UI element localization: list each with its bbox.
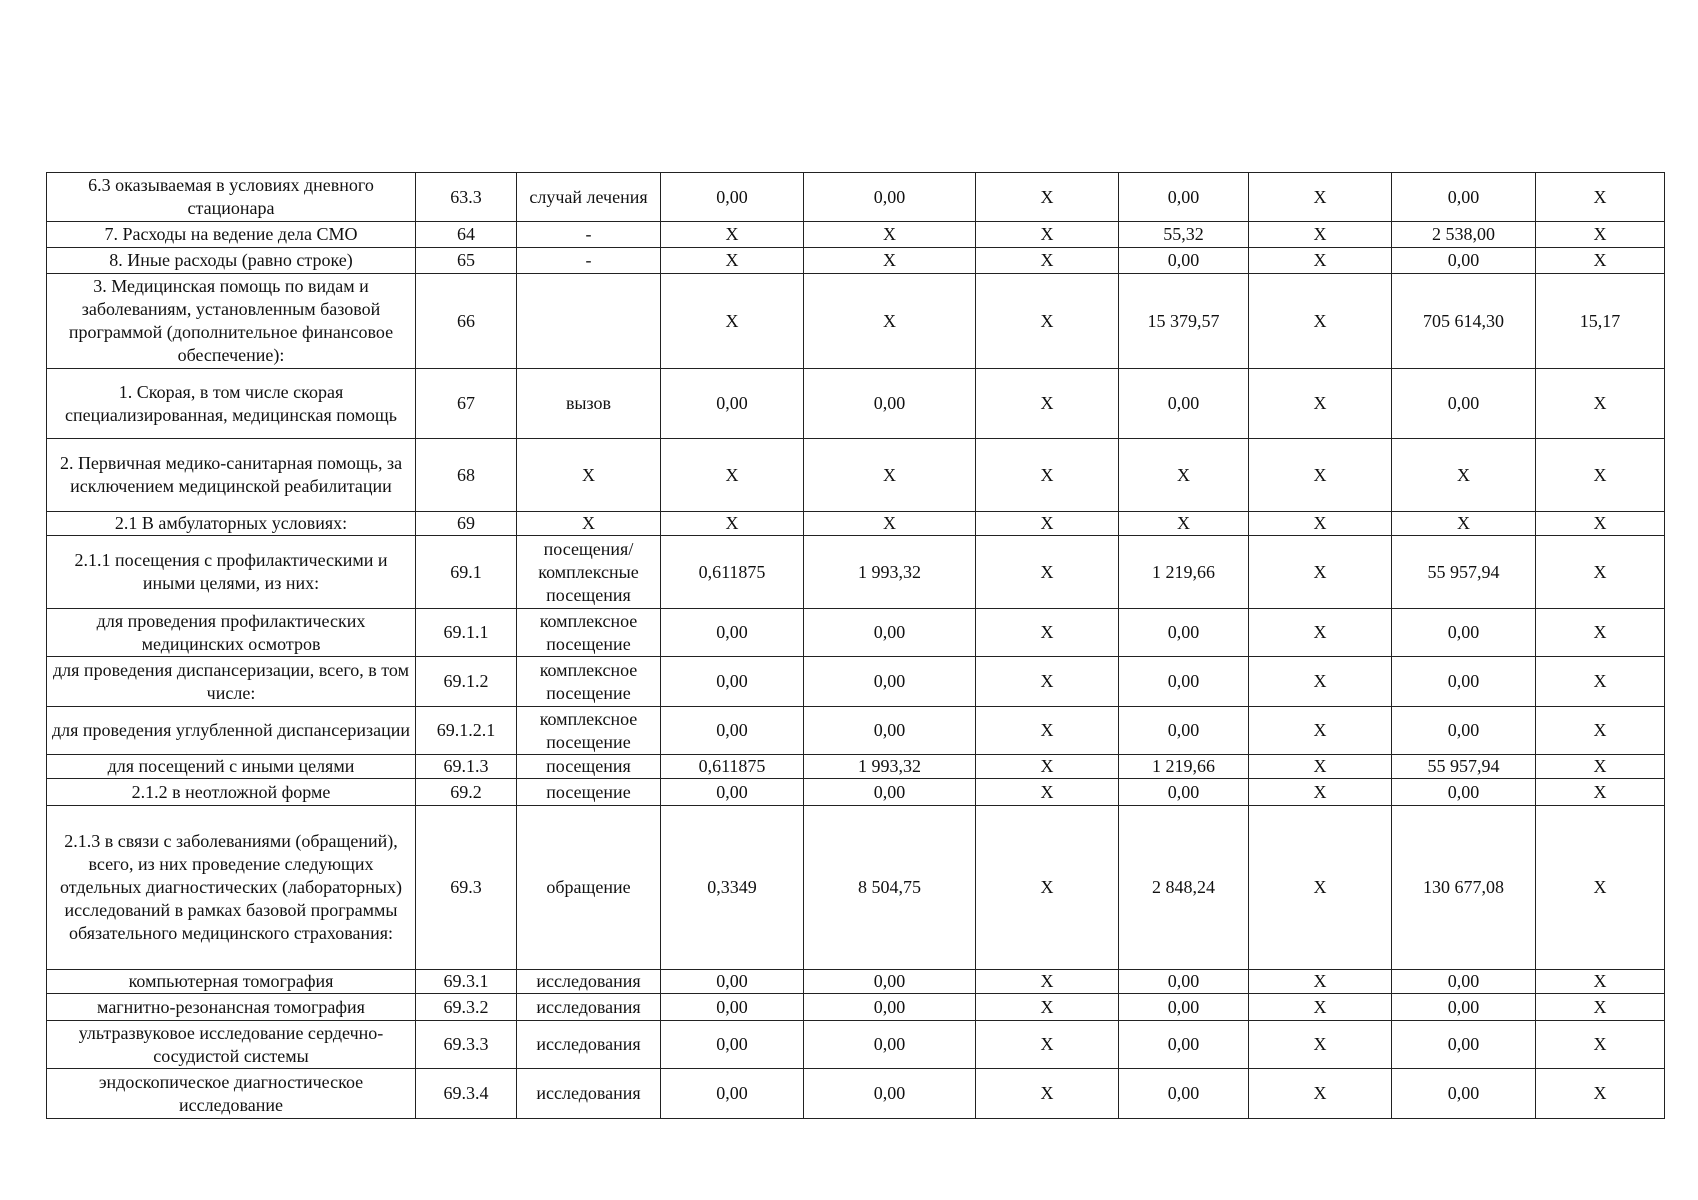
col6-cell: X [976, 512, 1119, 536]
unit-cell: вызов [517, 369, 661, 439]
col10-cell: X [1536, 707, 1665, 755]
unit-cell: случай лечения [517, 173, 661, 222]
col9-cell: 0,00 [1392, 1069, 1536, 1119]
row-code-cell: 69.3.2 [416, 994, 517, 1021]
row-code-cell: 69.1.3 [416, 755, 517, 779]
col10-cell: X [1536, 657, 1665, 707]
col7-cell: 0,00 [1119, 1069, 1249, 1119]
col9-cell: 0,00 [1392, 369, 1536, 439]
cost-cell: 0,00 [804, 970, 976, 994]
col8-cell: X [1249, 536, 1392, 609]
row-name-cell: для проведения углубленной диспансеризации [47, 707, 416, 755]
volume-cell: 0,00 [661, 173, 804, 222]
col7-cell: X [1119, 512, 1249, 536]
col8-cell: X [1249, 274, 1392, 369]
cost-cell: 0,00 [804, 779, 976, 806]
col9-cell: 130 677,08 [1392, 806, 1536, 970]
cost-cell: 0,00 [804, 609, 976, 657]
col6-cell: X [976, 369, 1119, 439]
unit-cell: - [517, 248, 661, 274]
col9-cell: 0,00 [1392, 1021, 1536, 1069]
col9-cell: 0,00 [1392, 779, 1536, 806]
row-code-cell: 69.2 [416, 779, 517, 806]
col7-cell: 0,00 [1119, 707, 1249, 755]
col7-cell: 0,00 [1119, 779, 1249, 806]
table-row [47, 274, 1665, 369]
col7-cell: 0,00 [1119, 609, 1249, 657]
col10-cell: X [1536, 536, 1665, 609]
col10-cell: X [1536, 806, 1665, 970]
col7-cell: 0,00 [1119, 248, 1249, 274]
row-code-cell: 65 [416, 248, 517, 274]
col8-cell: X [1249, 657, 1392, 707]
col9-cell: 55 957,94 [1392, 755, 1536, 779]
volume-cell: 0,611875 [661, 536, 804, 609]
volume-cell: X [661, 512, 804, 536]
col7-cell: 0,00 [1119, 369, 1249, 439]
table-row [47, 806, 1665, 970]
table-row [47, 657, 1665, 707]
volume-cell: 0,00 [661, 970, 804, 994]
row-code-cell: 68 [416, 439, 517, 512]
cost-cell: X [804, 222, 976, 248]
col7-cell: 1 219,66 [1119, 755, 1249, 779]
col10-cell: X [1536, 755, 1665, 779]
col7-cell: 55,32 [1119, 222, 1249, 248]
col10-cell: 15,17 [1536, 274, 1665, 369]
unit-cell: посещения/ комплексные посещения [517, 536, 661, 609]
table-body [47, 173, 1665, 1119]
row-name-cell: эндоскопическое диагностическое исследование [47, 1069, 416, 1119]
col10-cell: X [1536, 1069, 1665, 1119]
volume-cell: 0,3349 [661, 806, 804, 970]
unit-cell [517, 274, 661, 369]
row-name-cell: компьютерная томография [47, 970, 416, 994]
table-row [47, 994, 1665, 1021]
col6-cell: X [976, 806, 1119, 970]
col10-cell: X [1536, 779, 1665, 806]
table-row [47, 707, 1665, 755]
cost-cell: 0,00 [804, 173, 976, 222]
col8-cell: X [1249, 369, 1392, 439]
row-name-cell: для посещений с иными целями [47, 755, 416, 779]
cost-cell: 0,00 [804, 369, 976, 439]
col8-cell: X [1249, 707, 1392, 755]
col7-cell: 2 848,24 [1119, 806, 1249, 970]
unit-cell: исследования [517, 1021, 661, 1069]
cost-cell: 0,00 [804, 1069, 976, 1119]
volume-cell: 0,00 [661, 707, 804, 755]
unit-cell: комплексное посещение [517, 609, 661, 657]
row-code-cell: 66 [416, 274, 517, 369]
row-name-cell: 1. Скорая, в том числе скорая специализированная, медицинская помощь [47, 369, 416, 439]
cost-cell: X [804, 512, 976, 536]
unit-cell: исследования [517, 994, 661, 1021]
volume-cell: 0,00 [661, 1069, 804, 1119]
row-code-cell: 69.3.1 [416, 970, 517, 994]
row-name-cell: 7. Расходы на ведение дела СМО [47, 222, 416, 248]
table-row [47, 1021, 1665, 1069]
col7-cell: X [1119, 439, 1249, 512]
row-code-cell: 67 [416, 369, 517, 439]
row-name-cell: 8. Иные расходы (равно строке) [47, 248, 416, 274]
volume-cell: 0,00 [661, 657, 804, 707]
col7-cell: 0,00 [1119, 173, 1249, 222]
unit-cell: комплексное посещение [517, 707, 661, 755]
row-name-cell: 6.3 оказываемая в условиях дневного стационара [47, 173, 416, 222]
volume-cell: X [661, 439, 804, 512]
col6-cell: X [976, 248, 1119, 274]
table-row [47, 779, 1665, 806]
volume-cell: 0,00 [661, 994, 804, 1021]
unit-cell: - [517, 222, 661, 248]
col10-cell: X [1536, 248, 1665, 274]
col7-cell: 0,00 [1119, 657, 1249, 707]
col8-cell: X [1249, 439, 1392, 512]
row-code-cell: 63.3 [416, 173, 517, 222]
cost-cell: X [804, 439, 976, 512]
col6-cell: X [976, 779, 1119, 806]
col6-cell: X [976, 970, 1119, 994]
col10-cell: X [1536, 369, 1665, 439]
col6-cell: X [976, 657, 1119, 707]
cost-cell: X [804, 274, 976, 369]
unit-cell: исследования [517, 970, 661, 994]
cost-cell: 8 504,75 [804, 806, 976, 970]
col10-cell: X [1536, 609, 1665, 657]
row-name-cell: 2. Первичная медико-санитарная помощь, за исключением медицинской реабилитации [47, 439, 416, 512]
col10-cell: X [1536, 1021, 1665, 1069]
col10-cell: X [1536, 173, 1665, 222]
row-name-cell: 2.1.1 посещения с профилактическими и иными целями, из них: [47, 536, 416, 609]
col7-cell: 0,00 [1119, 970, 1249, 994]
col10-cell: X [1536, 222, 1665, 248]
row-code-cell: 69.3.3 [416, 1021, 517, 1069]
table-row [47, 512, 1665, 536]
row-name-cell: 2.1.2 в неотложной форме [47, 779, 416, 806]
cost-cell: 1 993,32 [804, 536, 976, 609]
col10-cell: X [1536, 970, 1665, 994]
col8-cell: X [1249, 806, 1392, 970]
col6-cell: X [976, 1021, 1119, 1069]
table-row [47, 1069, 1665, 1119]
table-row [47, 369, 1665, 439]
row-code-cell: 69 [416, 512, 517, 536]
table-row [47, 173, 1665, 222]
col8-cell: X [1249, 1069, 1392, 1119]
volume-cell: X [661, 222, 804, 248]
col8-cell: X [1249, 248, 1392, 274]
unit-cell: X [517, 512, 661, 536]
col9-cell: 0,00 [1392, 970, 1536, 994]
col6-cell: X [976, 222, 1119, 248]
col10-cell: X [1536, 439, 1665, 512]
volume-cell: 0,00 [661, 369, 804, 439]
table-row [47, 970, 1665, 994]
col6-cell: X [976, 707, 1119, 755]
volume-cell: 0,00 [661, 779, 804, 806]
col6-cell: X [976, 1069, 1119, 1119]
table-row [47, 755, 1665, 779]
row-name-cell: 2.1.3 в связи с заболеваниями (обращений), всего, из них проведение следующих отдельных диагностических (лабораторных) исследований в рамках базовой программы обязательного медицинского страхования: [47, 806, 416, 970]
col9-cell: X [1392, 512, 1536, 536]
unit-cell: посещение [517, 779, 661, 806]
col9-cell: 0,00 [1392, 657, 1536, 707]
row-code-cell: 69.1 [416, 536, 517, 609]
col7-cell: 0,00 [1119, 994, 1249, 1021]
cost-cell: 0,00 [804, 707, 976, 755]
col6-cell: X [976, 755, 1119, 779]
row-name-cell: магнитно-резонансная томография [47, 994, 416, 1021]
col9-cell: 55 957,94 [1392, 536, 1536, 609]
col9-cell: 2 538,00 [1392, 222, 1536, 248]
col8-cell: X [1249, 970, 1392, 994]
volume-cell: 0,00 [661, 609, 804, 657]
unit-cell: X [517, 439, 661, 512]
col8-cell: X [1249, 1021, 1392, 1069]
row-code-cell: 69.3.4 [416, 1069, 517, 1119]
col7-cell: 1 219,66 [1119, 536, 1249, 609]
table-row [47, 536, 1665, 609]
table-row [47, 439, 1665, 512]
col6-cell: X [976, 173, 1119, 222]
col9-cell: 0,00 [1392, 248, 1536, 274]
table-row [47, 248, 1665, 274]
cost-cell: 0,00 [804, 1021, 976, 1069]
col8-cell: X [1249, 609, 1392, 657]
col6-cell: X [976, 994, 1119, 1021]
col8-cell: X [1249, 512, 1392, 536]
cost-cell: 0,00 [804, 994, 976, 1021]
col9-cell: 705 614,30 [1392, 274, 1536, 369]
col8-cell: X [1249, 222, 1392, 248]
row-name-cell: 3. Медицинская помощь по видам и заболеваниям, установленным базовой программой (дополнительное финансовое обеспечение): [47, 274, 416, 369]
col9-cell: 0,00 [1392, 173, 1536, 222]
unit-cell: комплексное посещение [517, 657, 661, 707]
col8-cell: X [1249, 755, 1392, 779]
col6-cell: X [976, 536, 1119, 609]
col7-cell: 0,00 [1119, 1021, 1249, 1069]
col10-cell: X [1536, 512, 1665, 536]
col9-cell: 0,00 [1392, 707, 1536, 755]
volume-cell: 0,611875 [661, 755, 804, 779]
table-row [47, 609, 1665, 657]
row-code-cell: 69.1.2 [416, 657, 517, 707]
volume-cell: 0,00 [661, 1021, 804, 1069]
row-name-cell: 2.1 В амбулаторных условиях: [47, 512, 416, 536]
cost-cell: 1 993,32 [804, 755, 976, 779]
row-code-cell: 69.3 [416, 806, 517, 970]
unit-cell: посещения [517, 755, 661, 779]
col8-cell: X [1249, 173, 1392, 222]
volume-cell: X [661, 248, 804, 274]
row-code-cell: 69.1.2.1 [416, 707, 517, 755]
col10-cell: X [1536, 994, 1665, 1021]
col6-cell: X [976, 274, 1119, 369]
row-code-cell: 64 [416, 222, 517, 248]
volume-cell: X [661, 274, 804, 369]
unit-cell: исследования [517, 1069, 661, 1119]
col9-cell: X [1392, 439, 1536, 512]
cost-cell: 0,00 [804, 657, 976, 707]
row-name-cell: для проведения диспансеризации, всего, в том числе: [47, 657, 416, 707]
data-table [46, 172, 1665, 1119]
row-name-cell: для проведения профилактических медицинских осмотров [47, 609, 416, 657]
row-code-cell: 69.1.1 [416, 609, 517, 657]
col6-cell: X [976, 439, 1119, 512]
cost-cell: X [804, 248, 976, 274]
table-row [47, 222, 1665, 248]
col8-cell: X [1249, 994, 1392, 1021]
unit-cell: обращение [517, 806, 661, 970]
col6-cell: X [976, 609, 1119, 657]
col9-cell: 0,00 [1392, 609, 1536, 657]
col8-cell: X [1249, 779, 1392, 806]
col9-cell: 0,00 [1392, 994, 1536, 1021]
row-name-cell: ультразвуковое исследование сердечно-сосудистой системы [47, 1021, 416, 1069]
col7-cell: 15 379,57 [1119, 274, 1249, 369]
